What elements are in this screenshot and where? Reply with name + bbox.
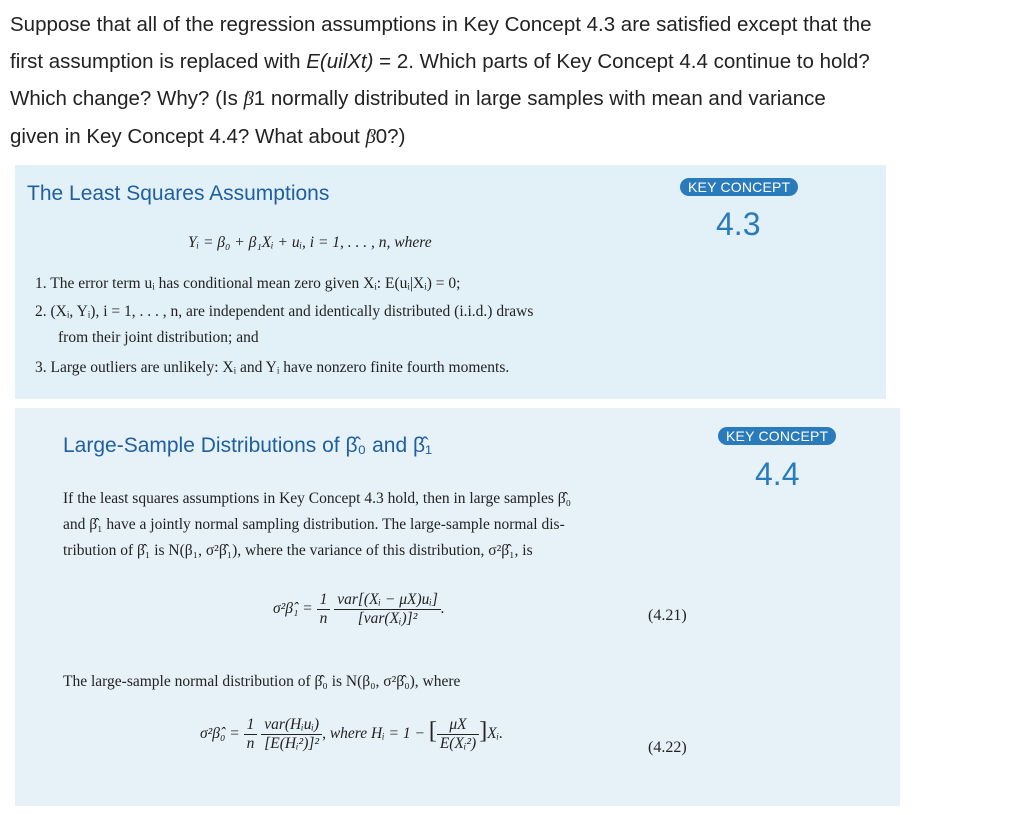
paragraph-line-3: tribution of β̂₁ is N(β₁, σ²β̂₁), where the variance of this distribution, σ²β̂₁, is: [63, 542, 533, 559]
eq2-numerator: var(Hᵢuᵢ): [261, 716, 322, 735]
assumption-2: 2. (Xᵢ, Yᵢ), i = 1, . . . , n, are independent and identically distributed (i.i.d.) draws: [35, 303, 534, 320]
key-concept-4-3-box: [15, 165, 886, 399]
assumption-2-cont: from their joint distribution; and: [58, 329, 259, 346]
paragraph-line-2: and β̂₁ have a jointly normal sampling distribution. The large-sample normal dis-: [63, 516, 565, 533]
key-concept-4-4-box: [15, 408, 900, 806]
regression-model: Yᵢ = β₀ + β₁Xᵢ + uᵢ, i = 1, . . . , n, where: [188, 234, 432, 251]
beta-hat-0: ^ β: [366, 126, 376, 148]
equation-4-22: [200, 716, 503, 753]
eq2-where-clause: , where Hᵢ = 1 −: [322, 725, 425, 743]
question-line-4-start: given in Key Concept 4.4? What about: [10, 125, 366, 148]
box-title-least-squares: The Least Squares Assumptions: [27, 182, 330, 205]
eq2-coef-num: 1: [244, 716, 258, 735]
paragraph-line-4: The large-sample normal distribution of β̂₀ is N(β₀, σ²β̂₀), where: [63, 673, 461, 690]
eq2-inner-numerator: μX: [437, 716, 479, 735]
equation-label-4-21: (4.21): [648, 607, 687, 624]
equation-4-21: [273, 591, 445, 628]
key-concept-badge: KEY CONCEPT: [718, 427, 836, 445]
question-line-4-end: 0?): [375, 125, 406, 148]
equation-label-4-22: (4.22): [648, 739, 687, 756]
eq1-fraction: [334, 591, 441, 628]
eq2-coef-den: n: [246, 735, 255, 752]
question-line-2-start: first assumption is replaced with: [10, 50, 307, 73]
question-line-2: [10, 43, 1010, 80]
eq2-fraction: [261, 716, 322, 753]
eq2-denominator: [E(Hᵢ²)]²: [264, 735, 320, 752]
assumption-1: 1. The error term uᵢ has conditional mean zero given Xᵢ: E(uᵢ|Xᵢ) = 0;: [35, 275, 461, 292]
eq2-tail: Xᵢ.: [487, 725, 503, 743]
question-text: [10, 6, 1010, 156]
eq2-inner-fraction: [437, 716, 479, 753]
question-line-4: [10, 118, 1010, 156]
key-concept-number: 4.4: [755, 456, 800, 492]
question-line-3-end: 1 normally distributed in large samples with mean and variance: [253, 87, 826, 110]
eq1-lhs: σ²β̂₁ =: [273, 600, 313, 618]
question-line-3: [10, 80, 1010, 118]
paragraph-line-1: If the least squares assumptions in Key Concept 4.3 hold, then in large samples β̂₀: [63, 490, 572, 507]
eq1-coef-num: 1: [317, 591, 331, 610]
left-bracket: [: [428, 718, 437, 745]
question-line-1: Suppose that all of the regression assumptions in Key Concept 4.3 are satisfied except that the: [10, 13, 872, 36]
eq2-lhs: σ²β̂₀ =: [200, 725, 240, 743]
conditional-expectation: E(uilXt): [306, 50, 374, 73]
eq1-denominator: [var(Xᵢ)]²: [357, 610, 418, 627]
key-concept-number: 4.3: [716, 206, 761, 242]
assumption-3: 3. Large outliers are unlikely: Xᵢ and Yᵢ have nonzero finite fourth moments.: [35, 359, 510, 376]
right-bracket: ]: [479, 718, 488, 745]
eq2-coefficient: [244, 716, 258, 753]
beta-hat-1: ^ β: [244, 88, 254, 110]
eq2-inner-denominator: E(Xᵢ²): [439, 735, 477, 752]
question-line-2-end: = 2. Which parts of Key Concept 4.4 continue to hold?: [373, 50, 870, 73]
box-title-large-sample: Large-Sample Distributions of β̂₀ and β̂₁: [63, 434, 433, 457]
key-concept-badge: KEY CONCEPT: [680, 178, 798, 196]
question-line-3-start: Which change? Why? (Is: [10, 87, 244, 110]
eq1-numerator: var[(Xᵢ − μX)uᵢ]: [334, 591, 441, 610]
eq1-period: .: [440, 600, 445, 618]
eq1-coef-den: n: [319, 610, 328, 627]
eq1-coefficient: [317, 591, 331, 628]
